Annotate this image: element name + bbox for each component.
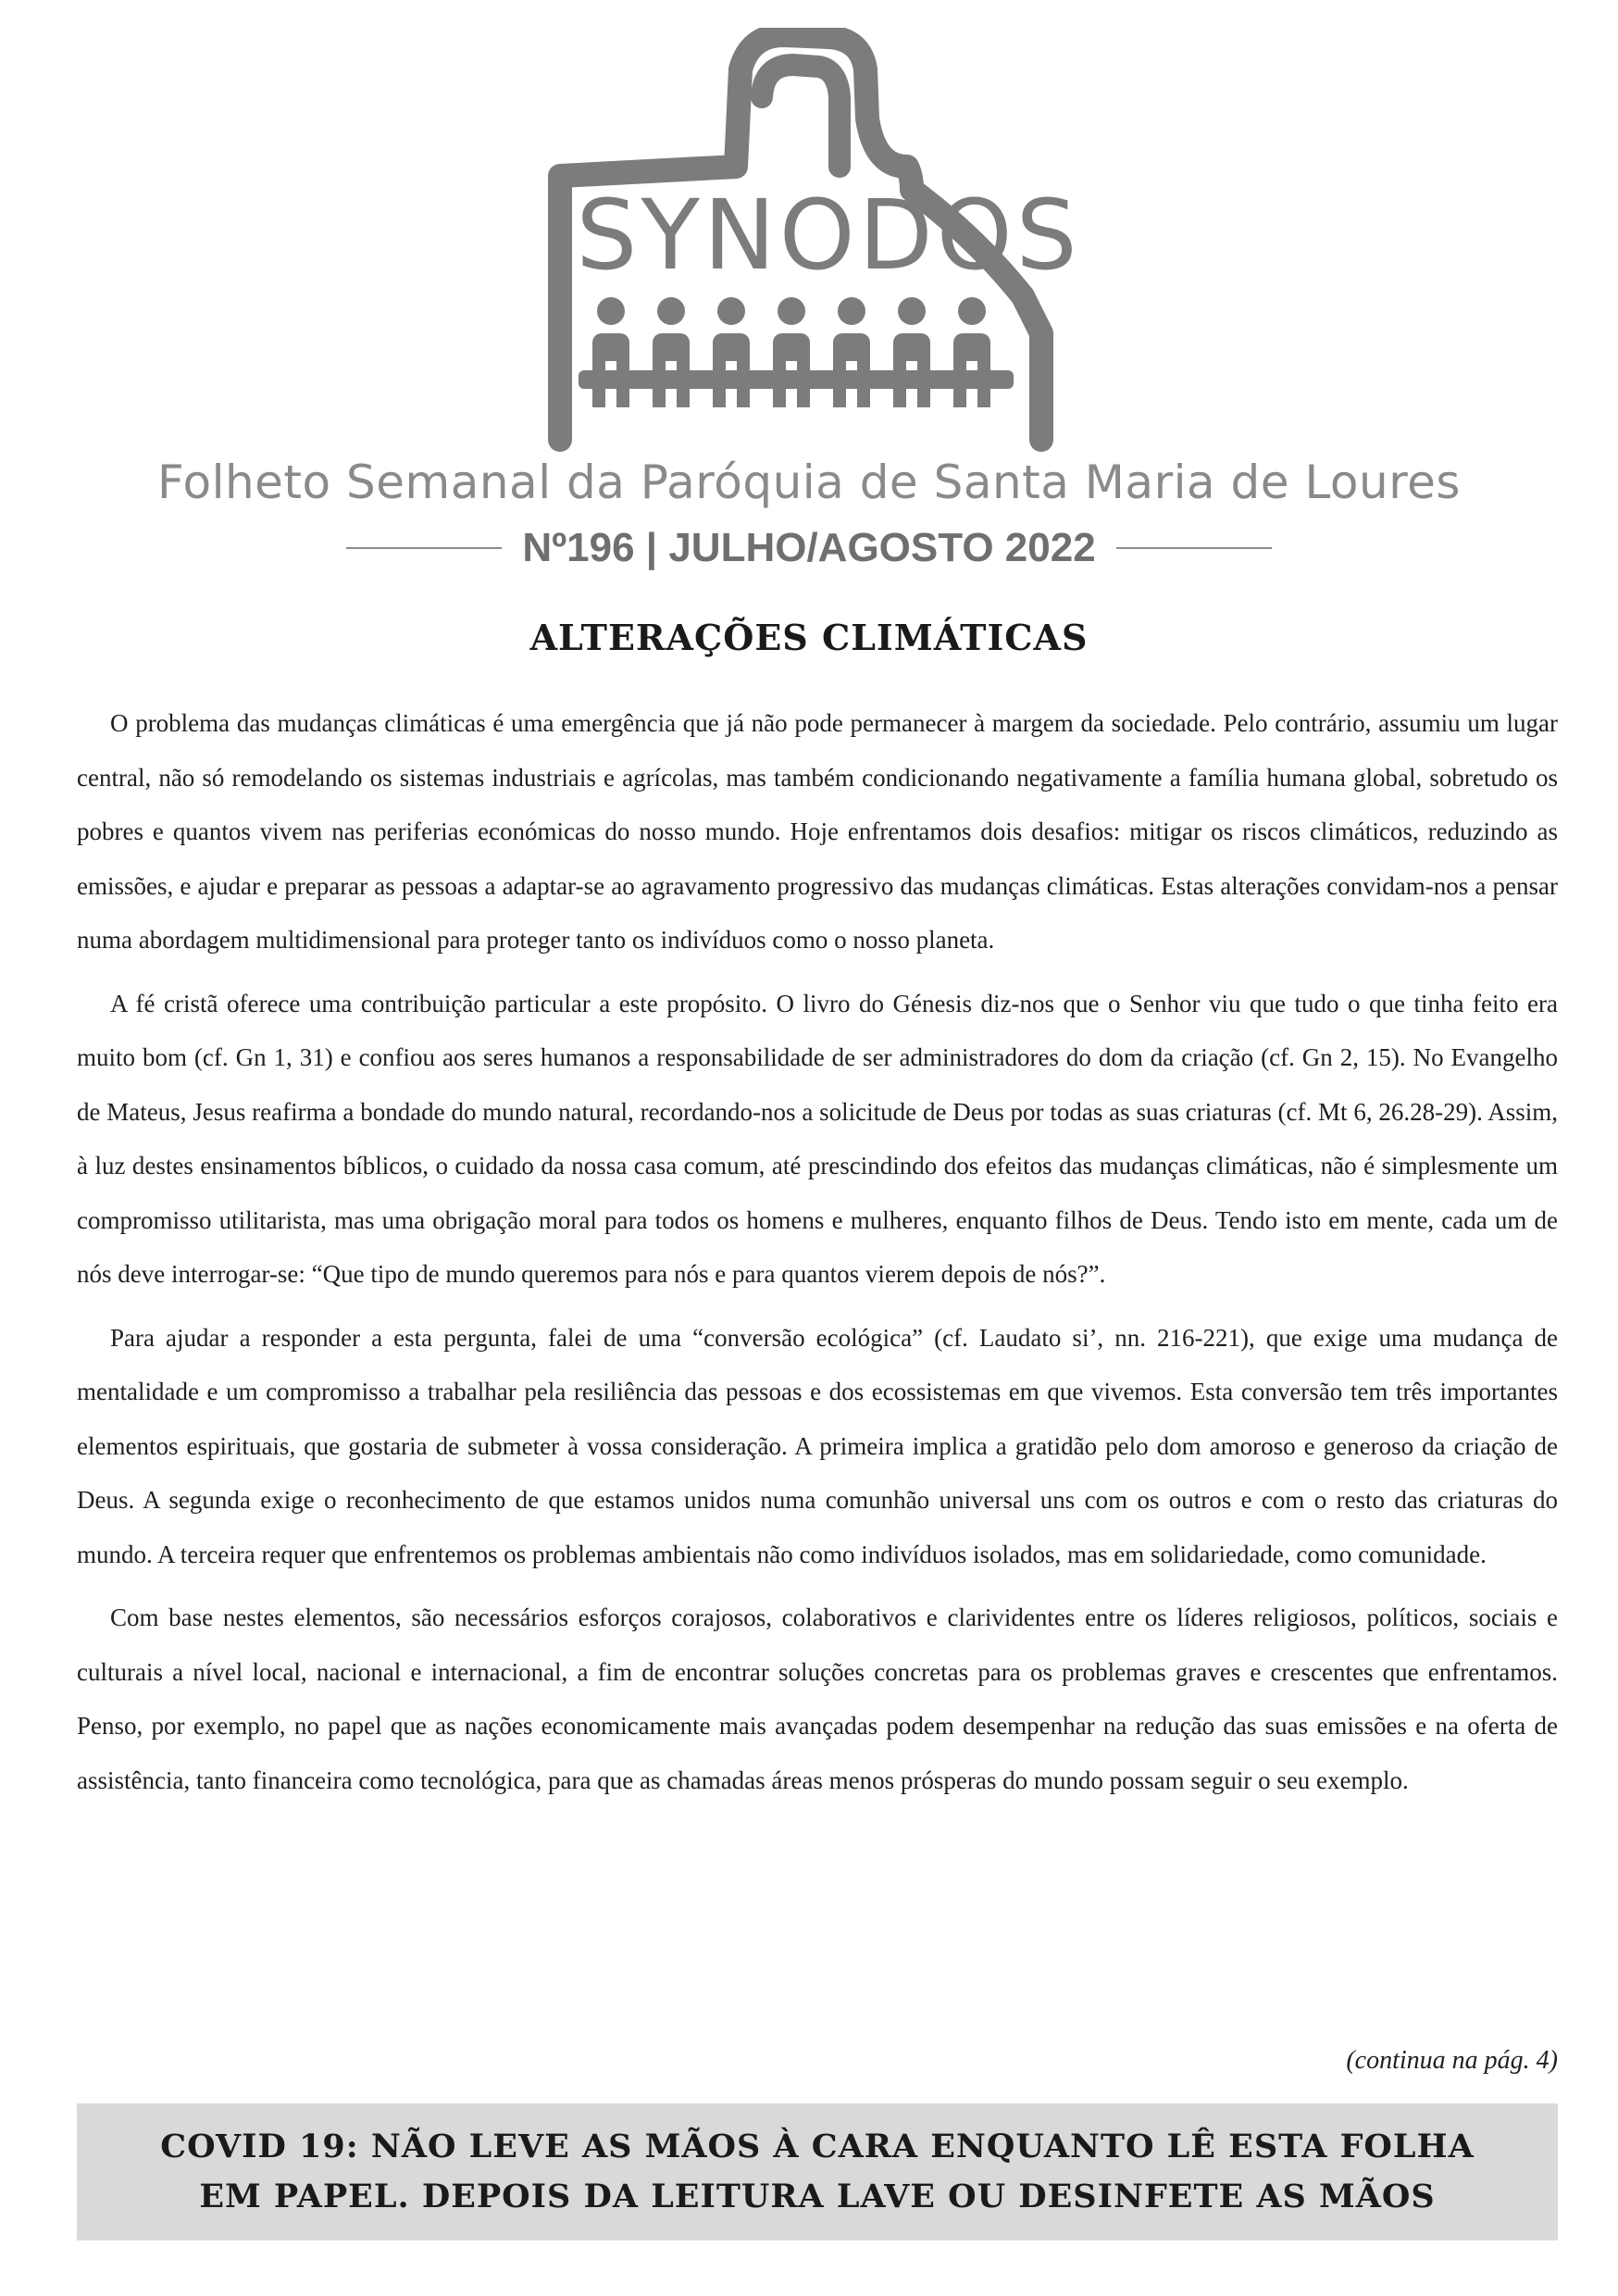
logo-wordmark: SYNODOS bbox=[576, 179, 1081, 292]
covid-notice-banner bbox=[77, 2103, 1558, 2240]
article-paragraph: Para ajudar a responder a esta pergunta, falei de uma “conversão ecológica” (cf. Laudato si’, nn. 216-221), que exige uma mudança de mentalidade e um compromisso a trabalhar pela resiliência das pessoas e dos ecossistemas em que vivemos. Esta conversão tem três importantes elementos espirituais, que gostaria de submeter à vossa consideração. A primeira implica a gratidão pelo dom amoroso e generoso da criação de Deus. A segunda exige o reconhecimento de que estamos unidos numa comunhão universal uns com os outros e com o resto das criaturas do mundo. A terceira requer que enfrentemos os problemas ambientais não como indivíduos isolados, mas em solidariedade, como comunidade. bbox=[77, 1323, 1558, 1568]
article-title: ALTERAÇÕES CLIMÁTICAS bbox=[529, 617, 1089, 658]
bulletin-subtitle: Folheto Semanal da Paróquia de Santa Maria de Loures bbox=[157, 455, 1461, 509]
church-people-logo-icon bbox=[541, 28, 1115, 454]
article-paragraph: O problema das mudanças climáticas é uma emergência que já não pode permanecer à margem da sociedade. Pelo contrário, assumiu um lugar central, não só remodelando os sistemas industriais e agrícolas, mas também condicionando negativamente a família humana global, sobretudo os pobres e quantos vivem nas periferias económicas do nosso mundo. Hoje enfrentamos dois desafios: mitigar os riscos climáticos, reduzindo as emissões, e ajudar e preparar as pessoas a adaptar-se ao agravamento progressivo das mudanças climáticas. Estas alterações convidam-nos a pensar numa abordagem multidimensional para proteger tanto os indivíduos como o nosso planeta. bbox=[77, 709, 1558, 954]
synodos-logo bbox=[541, 28, 1115, 454]
notice-line-1: COVID 19: NÃO LEVE AS MÃOS À CARA ENQUANTO LÊ ESTA FOLHA bbox=[160, 2128, 1475, 2165]
divider bbox=[346, 547, 502, 549]
divider bbox=[1116, 547, 1272, 549]
article-paragraph: A fé cristã oferece uma contribuição particular a este propósito. O livro do Génesis diz-nos que o Senhor viu que tudo o que tinha feito era muito bom (cf. Gn 1, 31) e confiou aos seres humanos a responsabilidade de ser administradores do dom da criação (cf. Gn 2, 15). No Evangelho de Mateus, Jesus reafirma a bondade do mundo natural, recordando-nos a solicitude de Deus por todas as suas criaturas (cf. Mt 6, 26.28-29). Assim, à luz destes ensinamentos bíblicos, o cuidado da nossa casa comum, até prescindindo dos efeitos das mudanças climáticas, não é simplesmente um compromisso utilitarista, mas uma obrigação moral para todos os homens e mulheres, enquanto filhos de Deus. Tendo isto em mente, cada um de nós deve interrogar-se: “Que tipo de mundo queremos para nós e para quantos vierem depois de nós?”. bbox=[77, 989, 1558, 1288]
continuation-note: (continua na pág. 4) bbox=[1346, 2046, 1558, 2075]
article-body bbox=[77, 696, 1558, 1816]
issue-number-date: Nº196 | JULHO/AGOSTO 2022 bbox=[522, 525, 1096, 570]
article-paragraph: Com base nestes elementos, são necessários esforços corajosos, colaborativos e clarividentes entre os líderes religiosos, políticos, sociais e culturais a nível local, nacional e internacional, a fim de encontrar soluções concretas para os problemas graves e crescentes que enfrentamos. Penso, por exemplo, no papel que as nações economicamente mais avançadas podem desempenhar na redução das suas emissões e na oferta de assistência, tanto financeira como tecnológica, para que as chamadas áreas menos prósperas do mundo possam seguir o seu exemplo. bbox=[77, 1603, 1558, 1794]
issue-line bbox=[0, 520, 1618, 576]
notice-line-2: EM PAPEL. DEPOIS DA LEITURA LAVE OU DESINFETE AS MÃOS bbox=[199, 2177, 1436, 2215]
